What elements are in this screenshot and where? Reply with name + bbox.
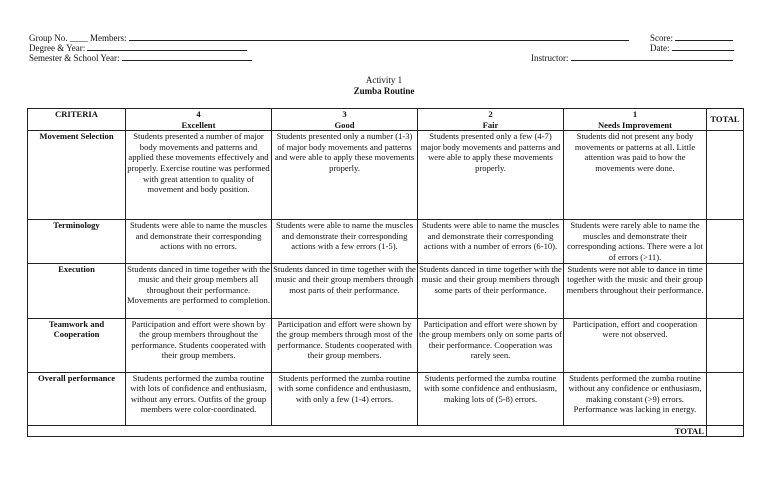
level-score: 2 bbox=[488, 109, 493, 119]
level-name: Good bbox=[334, 119, 355, 130]
total-cell[interactable] bbox=[707, 372, 744, 425]
score-label: Score: bbox=[650, 33, 673, 43]
total-row bbox=[28, 425, 744, 437]
descriptor-cell: Students were not able to dance in time together with the music and their group members throughout their performance. bbox=[564, 263, 707, 318]
criterion-cell: Teamwork and Cooperation bbox=[28, 318, 126, 372]
total-cell[interactable] bbox=[707, 220, 744, 263]
table-row bbox=[28, 263, 744, 318]
activity-title: Activity 1 bbox=[365, 75, 403, 85]
descriptor-cell: Students were able to name the muscles and demonstrate their corresponding actions with a number of errors (6-10). bbox=[418, 220, 564, 263]
instructor-blank[interactable] bbox=[571, 52, 733, 61]
total-row-label: TOTAL bbox=[28, 425, 707, 437]
degree-year-label: Degree & Year: bbox=[29, 43, 86, 53]
descriptor-cell: Students performed the zumba routine with some confidence and enthusiasm, with only a few (1-4) errors. bbox=[272, 372, 418, 425]
group-members-blank[interactable] bbox=[129, 32, 629, 41]
criterion-cell: Overall performance bbox=[28, 372, 126, 425]
document-titles bbox=[0, 75, 768, 97]
descriptor-cell: Participation and effort were shown by the group members only on some parts of their performance. Cooperation was rarely seen. bbox=[418, 318, 564, 372]
semester-blank[interactable] bbox=[122, 52, 252, 61]
level-name: Excellent bbox=[181, 119, 216, 130]
degree-year-blank[interactable] bbox=[87, 42, 247, 51]
date-label: Date: bbox=[650, 43, 670, 53]
criterion-cell: Movement Selection bbox=[28, 131, 126, 220]
score-blank[interactable] bbox=[675, 32, 733, 41]
level-header-fair bbox=[418, 109, 564, 131]
level-name: Needs Improvement bbox=[597, 119, 673, 130]
group-members-label: Group No. ____ Members: bbox=[29, 33, 127, 43]
table-row bbox=[28, 372, 744, 425]
criterion-cell: Execution bbox=[28, 263, 126, 318]
descriptor-cell: Students performed the zumba routine without any confidence or enthusiasm, making constant (>9) errors. Performance was lacking in energy. bbox=[564, 372, 707, 425]
table-header-row bbox=[28, 109, 744, 131]
instructor-label: Instructor: bbox=[531, 53, 569, 63]
descriptor-cell: Students performed the zumba routine with lots of confidence and enthusiasm, without any errors. Outfits of the group members were color-coordinated. bbox=[126, 372, 272, 425]
table-row bbox=[28, 318, 744, 372]
rubric-table bbox=[27, 108, 744, 437]
semester-label: Semester & School Year: bbox=[29, 53, 120, 63]
semester-line bbox=[29, 52, 252, 64]
descriptor-cell: Students danced in time together with the music and their group members all throughout their performance. Movements are performed to completion. bbox=[126, 263, 272, 318]
descriptor-cell: Participation and effort were shown by the group members through most of the performance. Students cooperated with their group members. bbox=[272, 318, 418, 372]
descriptor-cell: Students performed the zumba routine with some confidence and enthusiasm, making lots of (5-8) errors. bbox=[418, 372, 564, 425]
descriptor-cell: Students danced in time together with the music and their group members through most parts of their performance. bbox=[272, 263, 418, 318]
descriptor-cell: Students were able to name the muscles and demonstrate their corresponding actions with no errors. bbox=[126, 220, 272, 263]
descriptor-cell: Students were rarely able to name the muscles and demonstrate their corresponding actions. There were a lot of errors (>11). bbox=[564, 220, 707, 263]
date-blank[interactable] bbox=[672, 42, 734, 51]
level-header-excellent bbox=[126, 109, 272, 131]
table-row bbox=[28, 220, 744, 263]
level-score: 3 bbox=[342, 109, 347, 119]
descriptor-cell: Students presented only a few (4-7) major body movements and patterns and were able to apply these movements properly. bbox=[418, 131, 564, 220]
total-cell[interactable] bbox=[707, 131, 744, 220]
table-row bbox=[28, 131, 744, 220]
descriptor-cell: Participation and effort were shown by the group members throughout the performance. Students cooperated with their group members. bbox=[126, 318, 272, 372]
descriptor-cell: Students did not present any body movements or patterns at all. Little attention was paid to how the movements were done. bbox=[564, 131, 707, 220]
descriptor-cell: Students presented a number of major body movements and patterns and applied these movements effectively and properly. Exercise routine was performed with great attention to quality of movement and body position. bbox=[126, 131, 272, 220]
total-header: TOTAL bbox=[707, 109, 744, 131]
criterion-cell: Terminology bbox=[28, 220, 126, 263]
total-cell[interactable] bbox=[707, 263, 744, 318]
level-score: 4 bbox=[196, 109, 201, 119]
routine-title: Zumba Routine bbox=[353, 86, 415, 96]
criteria-header: CRITERIA bbox=[28, 109, 126, 131]
descriptor-cell: Students were able to name the muscles and demonstrate their corresponding actions with a few errors (1-5). bbox=[272, 220, 418, 263]
descriptor-cell: Students danced in time together with the music and their group members through some parts of their performance. bbox=[418, 263, 564, 318]
level-header-needs-improvement bbox=[564, 109, 707, 131]
level-header-good bbox=[272, 109, 418, 131]
descriptor-cell: Students presented only a number (1-3) of major body movements and patterns and were able to apply these movements properly. bbox=[272, 131, 418, 220]
grand-total-cell[interactable] bbox=[707, 425, 744, 437]
descriptor-cell: Participation, effort and cooperation were not observed. bbox=[564, 318, 707, 372]
total-cell[interactable] bbox=[707, 318, 744, 372]
level-score: 1 bbox=[632, 109, 638, 119]
instructor-line bbox=[531, 52, 733, 64]
level-name: Fair bbox=[482, 119, 499, 130]
